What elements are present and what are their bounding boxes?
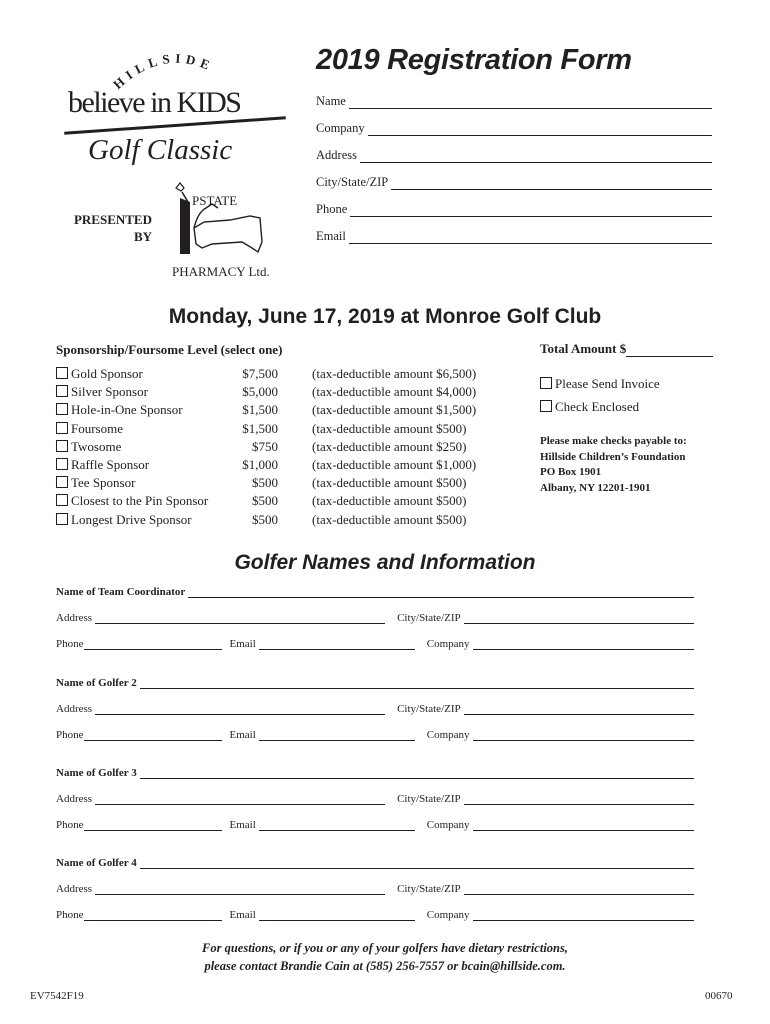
level-name: Tee Sponsor <box>71 475 136 491</box>
level-amount: $500 <box>252 493 278 509</box>
upstate-pharmacy-logo <box>168 182 288 282</box>
presented-by-label: PRESENTED BY <box>73 212 152 244</box>
email-field[interactable]: Email <box>316 229 712 244</box>
golfer-company-field[interactable] <box>473 730 694 741</box>
level-tax-deductible: (tax-deductible amount $1,000) <box>312 457 477 472</box>
golfer-address-row: Address City/State/ZIP <box>56 793 698 805</box>
invoice-checkbox[interactable] <box>540 377 552 389</box>
level-checkbox[interactable] <box>56 513 68 525</box>
level-tax-deductible: (tax-deductible amount $500) <box>312 511 467 527</box>
sponsorship-option[interactable] <box>56 384 496 401</box>
level-amount: $1,500 <box>242 420 278 436</box>
golfer-city-field[interactable] <box>464 884 694 895</box>
golfer-name-field[interactable]: Name of Team Coordinator <box>56 586 698 598</box>
company-field[interactable]: Company <box>316 121 712 136</box>
sponsorship-option[interactable] <box>56 493 496 510</box>
level-amount: $5,000 <box>242 384 278 400</box>
level-checkbox[interactable] <box>56 440 68 452</box>
golfer-company-field[interactable] <box>473 639 694 650</box>
city-state-zip-field[interactable]: City/State/ZIP <box>316 175 712 190</box>
check-payable-info: Please make checks payable to: Hillside Children’s Foundation PO Box 1901 Albany, NY 12201-1901 <box>540 435 687 494</box>
golfer-email-field[interactable] <box>259 910 415 921</box>
golfer-email-field[interactable] <box>259 730 415 741</box>
sponsorship-option[interactable] <box>56 366 496 383</box>
level-checkbox[interactable] <box>56 422 68 434</box>
form-code-left: EV7542F19 <box>30 990 84 1002</box>
sponsorship-option[interactable] <box>56 402 496 419</box>
level-amount: $1,000 <box>242 457 278 472</box>
level-name: Closest to the Pin Sponsor <box>71 493 209 509</box>
level-name: Foursome <box>71 420 123 436</box>
sponsorship-option[interactable] <box>56 439 496 456</box>
golfer-city-field[interactable] <box>464 613 694 624</box>
level-checkbox[interactable] <box>56 403 68 415</box>
golfer-name-field[interactable]: Name of Golfer 3 <box>56 767 698 779</box>
golfer-email-field[interactable] <box>259 820 415 831</box>
name-field[interactable]: Name <box>316 94 712 109</box>
golfer-address-field[interactable] <box>95 613 385 624</box>
check-enclosed-option[interactable]: Check Enclosed <box>540 399 639 415</box>
level-tax-deductible: (tax-deductible amount $500) <box>312 493 467 509</box>
level-checkbox[interactable] <box>56 367 68 379</box>
level-checkbox[interactable] <box>56 458 68 470</box>
level-name: Longest Drive Sponsor <box>71 511 192 527</box>
level-amount: $7,500 <box>242 366 278 381</box>
level-amount: $750 <box>252 438 278 454</box>
hillside-logo <box>60 48 290 173</box>
golfer-address-row: Address City/State/ZIP <box>56 612 698 624</box>
golfer-phone-field[interactable] <box>84 910 222 921</box>
sponsorship-option[interactable] <box>56 475 496 492</box>
total-amount-field[interactable]: Total Amount $ <box>540 341 713 357</box>
golfer-section-heading: Golfer Names and Information <box>234 551 536 574</box>
golfer-city-field[interactable] <box>464 794 694 805</box>
level-amount: $500 <box>252 511 278 527</box>
form-title: 2019 Registration Form <box>316 44 632 76</box>
golfer-city-field[interactable] <box>464 704 694 715</box>
level-checkbox[interactable] <box>56 476 68 488</box>
golfer-company-field[interactable] <box>473 820 694 831</box>
sponsor-bottom-text: PHARMACY Ltd. <box>172 264 270 279</box>
golfer-address-field[interactable] <box>95 794 385 805</box>
level-name: Twosome <box>71 438 122 454</box>
golfer-phone-field[interactable] <box>84 730 222 741</box>
form-code-right: 00670 <box>705 990 733 1002</box>
level-tax-deductible: (tax-deductible amount $500) <box>312 420 467 436</box>
level-name: Raffle Sponsor <box>71 457 150 472</box>
logo-subtitle: Golf Classic <box>88 134 233 166</box>
level-amount: $1,500 <box>242 402 278 418</box>
sponsorship-option[interactable] <box>56 421 496 438</box>
level-amount: $500 <box>252 475 278 491</box>
sponsorship-heading: Sponsorship/Foursome Level (select one) <box>56 342 283 357</box>
golfer-phone-field[interactable] <box>84 639 222 650</box>
golfer-contact-row: Phone Email Company <box>56 909 698 921</box>
golfer-company-field[interactable] <box>473 910 694 921</box>
level-tax-deductible: (tax-deductible amount $6,500) <box>312 366 477 381</box>
golfer-address-field[interactable] <box>95 704 385 715</box>
sponsor-top-text: PSTATE <box>192 193 238 208</box>
logo-wordmark: believe in KIDS <box>68 86 241 119</box>
golfer-name-field[interactable]: Name of Golfer 2 <box>56 677 698 689</box>
contact-note-line-2: please contact Brandie Cain at (585) 256-7557 or bcain@hillside.com. <box>204 959 566 973</box>
golfer-contact-row: Phone Email Company <box>56 819 698 831</box>
golfer-address-row: Address City/State/ZIP <box>56 883 698 895</box>
svg-text:HILLSIDE: HILLSIDE <box>110 50 217 92</box>
level-checkbox[interactable] <box>56 385 68 397</box>
check-enclosed-checkbox[interactable] <box>540 400 552 412</box>
level-tax-deductible: (tax-deductible amount $250) <box>312 438 467 454</box>
sponsorship-option[interactable] <box>56 457 496 474</box>
sponsorship-option[interactable] <box>56 512 496 529</box>
level-name: Silver Sponsor <box>71 384 148 400</box>
golfer-address-row: Address City/State/ZIP <box>56 703 698 715</box>
event-date-heading: Monday, June 17, 2019 at Monroe Golf Club <box>168 305 602 328</box>
golfer-address-field[interactable] <box>95 884 385 895</box>
golfer-contact-row: Phone Email Company <box>56 638 698 650</box>
level-name: Hole-in-One Sponsor <box>71 402 183 418</box>
golfer-name-field[interactable]: Name of Golfer 4 <box>56 857 698 869</box>
level-tax-deductible: (tax-deductible amount $4,000) <box>312 384 477 400</box>
golfer-email-field[interactable] <box>259 639 415 650</box>
level-checkbox[interactable] <box>56 494 68 506</box>
level-tax-deductible: (tax-deductible amount $500) <box>312 475 467 491</box>
phone-field[interactable]: Phone <box>316 202 712 217</box>
contact-note-line-1: For questions, or if you or any of your golfers have dietary restrictions, <box>202 941 568 955</box>
level-tax-deductible: (tax-deductible amount $1,500) <box>312 402 477 418</box>
golfer-contact-row: Phone Email Company <box>56 729 698 741</box>
address-field[interactable]: Address <box>316 148 712 163</box>
level-name: Gold Sponsor <box>71 366 143 381</box>
golfer-phone-field[interactable] <box>84 820 222 831</box>
send-invoice-option[interactable]: Please Send Invoice <box>540 376 660 392</box>
